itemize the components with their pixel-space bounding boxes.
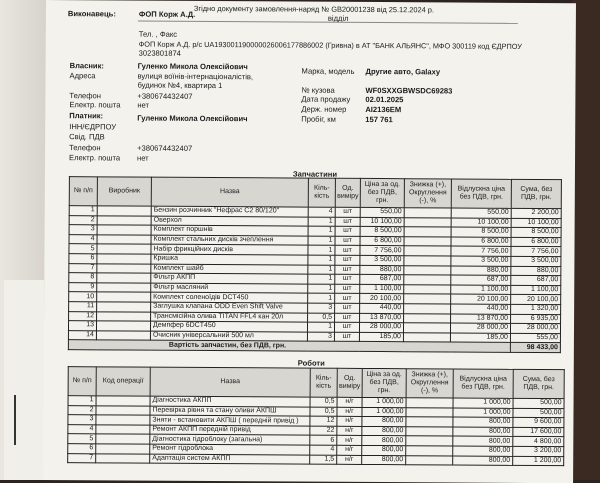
- cell-code: [96, 405, 150, 415]
- cell-disc: [403, 332, 450, 342]
- cell-sum: 687,00: [511, 276, 561, 286]
- cell-disc: [406, 407, 453, 417]
- payer-name: Гуленко Микола Олексійович: [137, 113, 248, 124]
- background-left-document: [4, 280, 44, 480]
- cell-disc: [404, 236, 451, 246]
- document-page: [43, 0, 576, 483]
- cell-qty: 3: [308, 303, 335, 313]
- col-header: Од. виміру: [337, 368, 362, 397]
- parts-header-row: [69, 177, 561, 209]
- cell-net: 6 800,00: [451, 237, 511, 247]
- cell-net: 550,00: [451, 208, 511, 218]
- cell-qty: 1: [308, 226, 335, 236]
- cell-n: 7: [69, 263, 97, 273]
- cell-disc: [404, 284, 451, 294]
- cell-disc: [404, 304, 451, 314]
- cell-name: Діагностика гідроблоку (загальна): [150, 435, 310, 446]
- works-table: [67, 366, 565, 466]
- col-header: Знижка (+), Округлення (-), %: [404, 179, 451, 208]
- payer-email-label: Електр. пошта: [69, 153, 121, 163]
- cell-qty: 0,5: [310, 407, 337, 417]
- col-header: № п/п: [69, 177, 97, 206]
- cell-sum: 3 500,00: [511, 256, 561, 266]
- email-value: нет: [137, 100, 150, 110]
- cell-unit: шт: [335, 217, 360, 227]
- cell-name: Заглушка клапана ODD Even Shift Valve: [151, 302, 308, 313]
- cell-unit: шт: [335, 236, 360, 246]
- cell-price: 8 500,00: [360, 227, 404, 237]
- col-header: Сума, без ПДВ, грн.: [513, 369, 564, 398]
- col-header: Од. виміру: [335, 178, 360, 207]
- vin-label: № кузова: [301, 85, 335, 95]
- cell-maker: [97, 215, 151, 225]
- cell-net: 1 000,00: [453, 398, 513, 408]
- cell-name: Діагностика АКПП: [150, 396, 310, 407]
- cell-sum: 1 200,00: [513, 456, 564, 466]
- cell-net: 800,00: [453, 436, 513, 446]
- payer-phone-value: +380674432407: [137, 143, 193, 153]
- cell-price: 6 800,00: [360, 236, 404, 246]
- date-value: 02.01.2025: [365, 94, 404, 105]
- cell-unit: шт: [335, 255, 360, 265]
- cell-disc: [404, 246, 451, 256]
- cell-net: 185,00: [450, 333, 510, 343]
- cell-disc: [406, 398, 453, 408]
- cell-name: Адаптація систем АКПП: [150, 454, 310, 465]
- payer-email-value: нет: [137, 153, 149, 163]
- background-left-marks: [14, 395, 30, 445]
- cell-unit: шт: [335, 207, 360, 217]
- cell-unit: н/г: [337, 426, 362, 436]
- cell-sum: 17 600,00: [513, 427, 564, 437]
- edrpou: 3023801874: [138, 48, 181, 58]
- divider: [138, 21, 518, 24]
- cell-qty: 4: [310, 445, 337, 455]
- cell-disc: [406, 436, 453, 446]
- cell-sum: 2 200,00: [511, 208, 561, 218]
- cell-unit: н/г: [337, 397, 362, 407]
- cell-sum: 3 200,00: [513, 446, 564, 456]
- executor-name: ФОП Корж А.Д.: [138, 9, 196, 19]
- parts-section-title: Запчастини: [292, 169, 338, 179]
- cell-disc: [404, 275, 451, 285]
- cell-code: [96, 415, 150, 425]
- cell-sum: 9 600,00: [513, 418, 564, 428]
- cell-net: 20 100,00: [451, 294, 511, 304]
- cell-n: 8: [69, 273, 97, 283]
- cell-qty: 1: [308, 217, 335, 227]
- cell-name: Комплект поршнів: [151, 225, 308, 236]
- cell-unit: шт: [335, 313, 360, 323]
- cell-net: 687,00: [451, 275, 511, 285]
- cell-qty: 1: [308, 293, 335, 303]
- cell-price: 440,00: [360, 303, 404, 313]
- parts-table: [68, 176, 562, 353]
- col-header: Ціна за од. без ПДВ, грн.: [362, 368, 406, 397]
- cell-maker: [97, 235, 151, 245]
- executor-label: Виконавець:: [67, 9, 116, 19]
- cell-unit: шт: [335, 246, 360, 256]
- works-header-row: [68, 367, 564, 399]
- cell-sum: 4 800,00: [513, 437, 564, 447]
- cell-name: Кришка: [151, 254, 308, 265]
- cell-unit: шт: [335, 274, 360, 284]
- payer-phone-label: Телефон: [69, 143, 101, 153]
- col-header: Відлускна ціна без ПДВ, грн.: [451, 179, 511, 208]
- model-value: Другие авто, Galaxy: [365, 66, 441, 77]
- cell-qty: 0,5: [308, 313, 335, 323]
- cell-name: Набір фрикційних дисків: [151, 245, 308, 256]
- cell-name: Очисник універсальний 500 мл: [150, 331, 307, 342]
- cell-qty: 0,5: [310, 397, 337, 407]
- cell-n: 3: [69, 225, 97, 235]
- cell-unit: шт: [335, 284, 360, 294]
- cell-disc: [404, 227, 451, 237]
- col-header: № п/п: [68, 367, 96, 396]
- cell-sum: 28 000,00: [510, 323, 560, 333]
- address-line1: вулиця воїнів-інтернаціоналістів,: [137, 71, 254, 82]
- cell-net: 1 000,00: [453, 408, 513, 418]
- address-label: Адреса: [69, 71, 96, 81]
- cell-net: 3 500,00: [451, 256, 511, 266]
- cell-unit: н/г: [337, 416, 362, 426]
- cell-n: 1: [69, 206, 97, 216]
- cell-sum: 500,00: [513, 398, 564, 408]
- cell-n: 5: [69, 244, 97, 254]
- cell-price: 880,00: [360, 265, 404, 275]
- cell-price: 20 100,00: [360, 294, 404, 304]
- cell-n: 14: [68, 330, 96, 340]
- cell-disc: [404, 208, 451, 218]
- cell-qty: 1: [308, 255, 335, 265]
- mileage-value: 157 761: [365, 114, 393, 125]
- cell-sum: 880,00: [511, 266, 561, 276]
- cell-qty: 1: [308, 245, 335, 255]
- cell-maker: [97, 283, 151, 293]
- cell-maker: [97, 244, 151, 254]
- cell-sum: 7 756,00: [511, 247, 561, 257]
- cell-name: Ремонт гідроблока: [150, 444, 310, 455]
- cell-net: 7 756,00: [451, 246, 511, 256]
- cell-unit: н/г: [337, 445, 362, 455]
- date-label: Дата продажу: [301, 94, 351, 104]
- cell-price: 1 100,00: [360, 284, 404, 294]
- col-header: Сума, без ПДВ, грн.: [511, 179, 561, 208]
- address-line2: будинок №4, квартира 1: [137, 80, 223, 91]
- cell-net: 800,00: [453, 446, 513, 456]
- cell-unit: шт: [335, 265, 360, 275]
- col-header: Назва: [150, 367, 310, 397]
- cell-sum: 500,00: [513, 408, 564, 418]
- phone-label: Телефон: [69, 91, 101, 101]
- vidd-label: відділ: [327, 13, 349, 23]
- cell-disc: [404, 256, 451, 266]
- cell-qty: 1: [308, 274, 335, 284]
- cell-unit: шт: [334, 322, 359, 332]
- cell-disc: [404, 313, 451, 323]
- cell-name: Фільтр АКПП: [151, 273, 308, 284]
- cell-net: 13 870,00: [451, 314, 511, 324]
- cell-maker: [97, 225, 151, 235]
- cell-n: 2: [68, 405, 96, 415]
- parts-total-value: 98 433,00: [510, 343, 560, 353]
- cell-qty: 1: [308, 236, 335, 246]
- cell-price: 1 000,00: [362, 397, 406, 407]
- owner-name: Гуленко Микола Олексійович: [137, 61, 248, 72]
- cell-code: [96, 444, 150, 454]
- inn-label: ІНН/ЄДРПОУ: [69, 122, 117, 132]
- cell-qty: 3: [307, 332, 334, 342]
- cell-sum: 20 100,00: [511, 295, 561, 305]
- cell-disc: [406, 446, 453, 456]
- cell-qty: 4: [308, 207, 335, 217]
- vin-value: WF0SXXGBWSDC69283: [365, 85, 453, 96]
- model-label: Марка, модель: [301, 66, 355, 76]
- owner-label: Власник:: [69, 61, 104, 71]
- cell-unit: н/г: [337, 455, 362, 465]
- cell-qty: 1: [308, 265, 335, 275]
- col-header: Ціна за од. без ПДВ, грн.: [360, 178, 404, 207]
- cell-net: 10 100,00: [451, 218, 511, 228]
- tel-fax: Тел. , Факс: [138, 29, 178, 39]
- cell-qty: 1,5: [310, 455, 337, 465]
- cell-name: Перевірка рівня та стану оливи АКПШ: [150, 406, 310, 417]
- cell-maker: [97, 311, 151, 321]
- col-header: Виробник: [97, 177, 151, 206]
- plate-value: AI2136EM: [365, 104, 402, 115]
- cell-name: Зняти - встановити АКПШ ( передній привід ): [150, 415, 310, 426]
- cell-net: 8 500,00: [451, 227, 511, 237]
- cell-maker: [97, 273, 151, 283]
- cell-price: 800,00: [362, 436, 406, 446]
- cell-price: 800,00: [362, 417, 406, 427]
- bank-line: ФОП Корж А.Д. р/с UA193001190000026006177886002 (Гривна) в АТ "БАНК АЛЬЯНС", МФО 300119 код ЄДРПОУ: [138, 39, 522, 51]
- cell-name: Оверхол: [151, 216, 308, 227]
- email-label: Електр. пошта: [69, 100, 121, 110]
- cell-maker: [97, 292, 151, 302]
- cell-code: [96, 434, 150, 444]
- cell-price: 185,00: [359, 332, 403, 342]
- payer-label: Платник:: [69, 111, 104, 121]
- cell-unit: н/г: [337, 407, 362, 417]
- cell-net: 800,00: [453, 427, 513, 437]
- phone-value: +380674432407: [137, 91, 193, 101]
- cell-maker: [96, 331, 150, 341]
- cell-disc: [406, 455, 453, 465]
- works-section-title: Роботи: [297, 358, 325, 368]
- cell-maker: [96, 321, 150, 331]
- cell-sum: 6 935,00: [511, 314, 561, 324]
- cell-price: 1 000,00: [362, 407, 406, 417]
- col-header: Знижка (+), Округлення (-), %: [406, 369, 453, 398]
- cell-price: 800,00: [362, 445, 406, 455]
- cell-sum: 1 100,00: [511, 285, 561, 295]
- cell-name: Демпфер 6DCT450: [150, 321, 307, 332]
- cell-sum: 1 320,00: [511, 304, 561, 314]
- doc-title: Згідно документу замовлення-наряд № GB20001238 від 25.12.2024 р.: [193, 3, 435, 15]
- cell-n: 10: [69, 292, 97, 302]
- cell-price: 10 100,00: [360, 217, 404, 227]
- cell-name: Трансмісійна олива TITAN FFL4 кан 20л: [151, 312, 308, 323]
- col-header: Кіль-кість: [310, 368, 337, 397]
- cell-qty: 1: [308, 284, 335, 294]
- cell-name: Ремонт АКПП передній привід: [150, 425, 310, 436]
- parts-total-row: [68, 340, 560, 353]
- cell-sum: 10 100,00: [511, 218, 561, 228]
- cell-name: Бензин розчинник "Нефрас С2 80/120": [151, 206, 308, 217]
- cell-price: 800,00: [362, 426, 406, 436]
- table-row: [68, 453, 564, 466]
- cell-disc: [403, 323, 450, 333]
- cell-disc: [404, 265, 451, 275]
- cell-maker: [97, 263, 151, 273]
- cell-maker: [97, 254, 151, 264]
- cell-maker: [97, 302, 151, 312]
- cell-n: 11: [69, 302, 97, 312]
- cell-code: [96, 425, 150, 435]
- cell-qty: 12: [310, 416, 337, 426]
- cell-name: Комплект стальних дисків зчеплення: [151, 235, 308, 246]
- cell-n: 1: [68, 396, 96, 406]
- background-right-surface: [572, 0, 600, 480]
- cell-price: 800,00: [362, 455, 406, 465]
- cell-n: 3: [68, 415, 96, 425]
- cell-disc: [404, 294, 451, 304]
- cell-sum: 8 500,00: [511, 228, 561, 238]
- cell-price: 13 870,00: [360, 313, 404, 323]
- vat-label: Свід. ПДВ: [69, 132, 105, 142]
- col-header: Назва: [151, 177, 308, 207]
- cell-price: 28 000,00: [359, 323, 403, 333]
- cell-qty: 22: [310, 426, 337, 436]
- col-header: Відлускна ціна без ПДВ, грн.: [453, 369, 513, 398]
- cell-name: Комплект шайб: [151, 264, 308, 275]
- cell-name: Фільтр масляний: [151, 283, 308, 294]
- cell-price: 550,00: [360, 207, 404, 217]
- cell-qty: 1: [307, 322, 334, 332]
- col-header: Кіль-кість: [308, 178, 335, 207]
- cell-n: 4: [68, 424, 96, 434]
- cell-code: [96, 396, 150, 406]
- cell-n: 5: [68, 434, 96, 444]
- cell-price: 7 756,00: [360, 246, 404, 256]
- cell-net: 440,00: [451, 304, 511, 314]
- cell-sum: 555,00: [510, 333, 560, 343]
- cell-net: 880,00: [451, 266, 511, 276]
- cell-n: 9: [69, 282, 97, 292]
- col-header: Код операції: [96, 367, 150, 396]
- cell-unit: н/г: [337, 436, 362, 446]
- cell-net: 800,00: [453, 456, 513, 466]
- cell-n: 2: [69, 215, 97, 225]
- cell-disc: [406, 417, 453, 427]
- cell-sum: 6 800,00: [511, 237, 561, 247]
- cell-n: 4: [69, 234, 97, 244]
- mileage-label: Пробіг, км: [301, 114, 336, 124]
- cell-maker: [97, 206, 151, 216]
- plate-label: Держ. номер: [301, 104, 347, 114]
- cell-unit: шт: [334, 332, 359, 342]
- cell-net: 28 000,00: [450, 323, 510, 333]
- cell-disc: [404, 217, 451, 227]
- cell-code: [96, 453, 150, 463]
- cell-unit: шт: [335, 303, 360, 313]
- cell-price: 687,00: [360, 275, 404, 285]
- cell-disc: [406, 426, 453, 436]
- cell-net: 800,00: [453, 417, 513, 427]
- cell-unit: шт: [335, 226, 360, 236]
- parts-total-label: Вартість запчастин, без ПДВ, грн.: [68, 340, 510, 352]
- cell-price: 3 500,00: [360, 255, 404, 265]
- cell-net: 1 100,00: [451, 285, 511, 295]
- cell-n: 13: [68, 321, 96, 331]
- cell-n: 6: [69, 254, 97, 264]
- cell-qty: 6: [310, 435, 337, 445]
- cell-name: Комплект соленоїдів DCT450: [151, 292, 308, 303]
- cell-n: 12: [69, 311, 97, 321]
- cell-n: 6: [68, 444, 96, 454]
- cell-n: 7: [68, 453, 96, 463]
- cell-unit: шт: [335, 294, 360, 304]
